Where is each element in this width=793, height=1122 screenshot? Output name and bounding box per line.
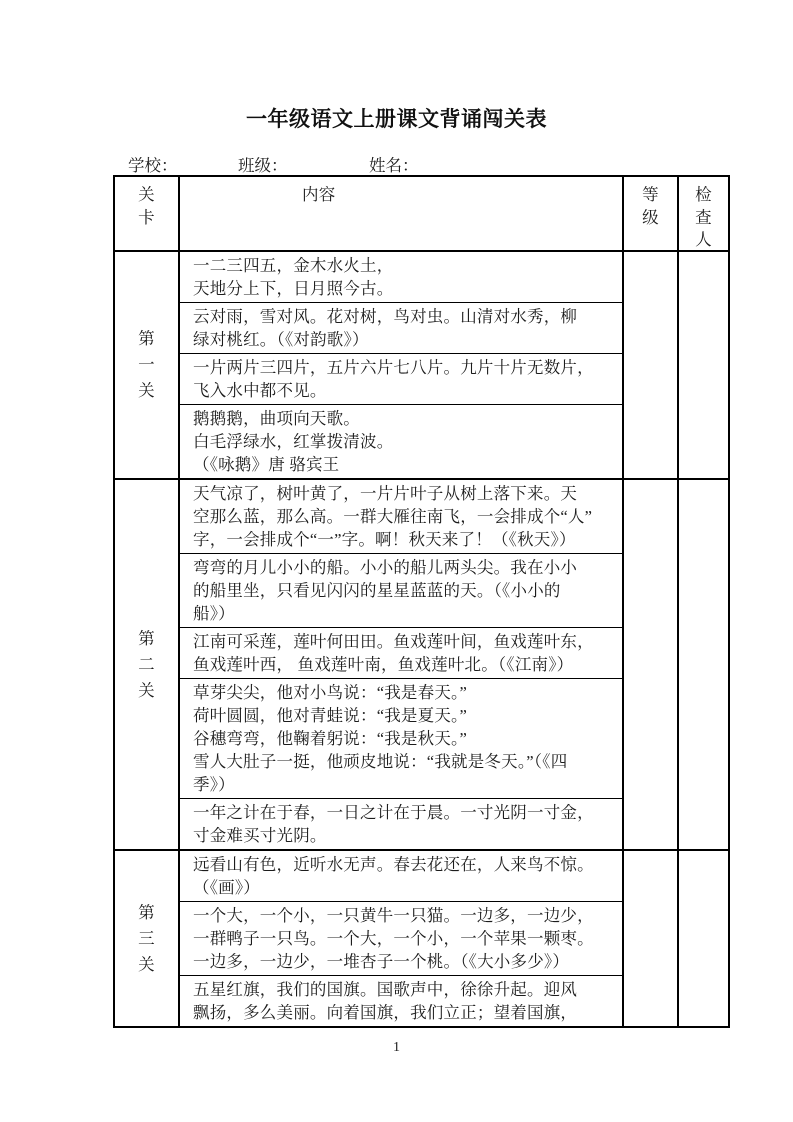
table-body: [115, 252, 728, 1026]
content-line: 一群鸭子一只鸟。一个大，一个小，一个苹果一颗枣。: [193, 929, 594, 948]
level-char: 关: [138, 954, 155, 974]
content-line: 一年之计在于春，一日之计在于晨。一寸光阴一寸金，: [193, 803, 594, 822]
content-line: （《画》）: [193, 878, 260, 897]
level-char: 第: [138, 628, 155, 648]
header-char: 等: [642, 185, 659, 204]
content-line: 鹅鹅鹅，曲项向天歌。: [193, 409, 360, 428]
header-char: 级: [642, 207, 659, 227]
header-char: 查: [695, 207, 712, 227]
name-field-label: 姓名：: [369, 156, 419, 175]
content-line: 天气凉了，树叶黄了，一片片叶子从树上落下来。天: [193, 484, 578, 503]
level-char: 第: [138, 902, 155, 922]
header-cell-level: [115, 177, 178, 250]
content-line: 一二三四五，金木水火土，: [193, 256, 394, 275]
content-line: 江南可采莲，莲叶何田田。鱼戏莲叶间，鱼戏莲叶东，: [193, 632, 594, 651]
grade-cell: [622, 252, 677, 478]
content-row: [180, 480, 622, 554]
content-row: [180, 252, 622, 303]
header-cell-checker: [677, 177, 728, 250]
content-line: 船》）: [193, 604, 235, 623]
header-char: 关: [138, 185, 155, 204]
content-line: 空那么蓝，那么高。一群大雁往南飞，一会排成个“人”: [193, 507, 593, 526]
content-rows: [178, 480, 622, 849]
checker-cell: [677, 252, 728, 478]
content-line: 的船里坐，只看见闪闪的星星蓝蓝的天。（《小小的: [193, 581, 561, 600]
content-row: [180, 851, 622, 902]
level-char: 一: [138, 355, 155, 374]
page-title: 一年级语文上册课文背诵闯关表: [246, 108, 547, 131]
header-cell-grade: [622, 177, 677, 250]
level-section: [115, 480, 728, 851]
school-field-label: 学校：: [128, 156, 178, 175]
content-line: 一片两片三四片，五片六片七八片。九片十片无数片，: [193, 358, 594, 377]
content-line: 荷叶圆圆，他对青蛙说：“我是夏天。”: [193, 706, 467, 725]
content-line: 雪人大肚子一挺，他顽皮地说：“我就是冬天。”（《四: [193, 752, 568, 771]
header-char: 卡: [138, 207, 155, 227]
content-line: 飘扬，多么美丽。向着国旗，我们立正；望着国旗，: [193, 1003, 578, 1022]
info-fields: [0, 152, 793, 174]
content-line: 一个大，一个小，一只黄牛一只猫。一边多，一边少，: [193, 906, 594, 925]
content-row: [180, 354, 622, 405]
page-number: 1: [393, 1040, 400, 1055]
content-line: 草芽尖尖，他对小鸟说：“我是春天。”: [193, 683, 467, 702]
content-row: [180, 902, 622, 976]
level-label: [115, 252, 178, 478]
content-line: 季》）: [193, 775, 235, 794]
content-line: 一边多，一边少，一堆杏子一个桃。（《大小多少》）: [193, 952, 570, 971]
content-row: [180, 554, 622, 628]
content-line: 绿对桃红。（《对韵歌》）: [193, 330, 369, 349]
content-line: 五星红旗，我们的国旗。国歌声中，徐徐升起。迎风: [193, 980, 578, 999]
level-label: [115, 851, 178, 1026]
content-line: 字，一会排成个“一”字。啊！秋天来了！（《秋天》）: [193, 530, 576, 549]
header-char: 检: [695, 185, 712, 204]
level-char: 关: [138, 381, 155, 400]
content-row: [180, 405, 622, 478]
level-char: 第: [138, 329, 155, 348]
header-char: 人: [695, 230, 712, 249]
recitation-table: [113, 175, 730, 1028]
content-line: 云对雨，雪对风。花对树，鸟对虫。山清对水秀，柳: [193, 307, 578, 326]
content-line: 寸金难买寸光阴。: [193, 826, 327, 845]
content-row: [180, 976, 622, 1026]
checker-cell: [677, 851, 728, 1026]
content-row: [180, 679, 622, 799]
content-row: [180, 628, 622, 679]
content-line: 飞入水中都不见。: [193, 381, 327, 400]
level-section: [115, 851, 728, 1026]
content-line: （《咏鹅》唐 骆宾王: [193, 455, 340, 474]
content-line: 远看山有色，近听水无声。春去花还在，人来鸟不惊。: [193, 855, 594, 874]
content-rows: [178, 252, 622, 478]
level-char: 二: [138, 654, 155, 674]
level-section: [115, 252, 728, 480]
content-line: 天地分上下，日月照今古。: [193, 279, 394, 298]
content-row: [180, 799, 622, 849]
table-header-row: [115, 177, 728, 252]
grade-cell: [622, 851, 677, 1026]
content-line: 弯弯的月儿小小的船。小小的船儿两头尖。我在小小: [193, 558, 578, 577]
level-char: 三: [138, 928, 155, 948]
content-line: 白毛浮绿水，红掌拨清波。: [193, 432, 394, 451]
level-char: 关: [138, 680, 155, 700]
content-rows: [178, 851, 622, 1026]
content-line: 鱼戏莲叶西， 鱼戏莲叶南，鱼戏莲叶北。（《江南》）: [193, 655, 574, 674]
class-field-label: 班级：: [238, 156, 288, 175]
header-cell-content: 内容: [178, 177, 622, 250]
content-row: [180, 303, 622, 354]
content-line: 谷穗弯弯，他鞠着躬说：“我是秋天。”: [193, 729, 467, 748]
level-label: [115, 480, 178, 849]
grade-cell: [622, 480, 677, 849]
checker-cell: [677, 480, 728, 849]
